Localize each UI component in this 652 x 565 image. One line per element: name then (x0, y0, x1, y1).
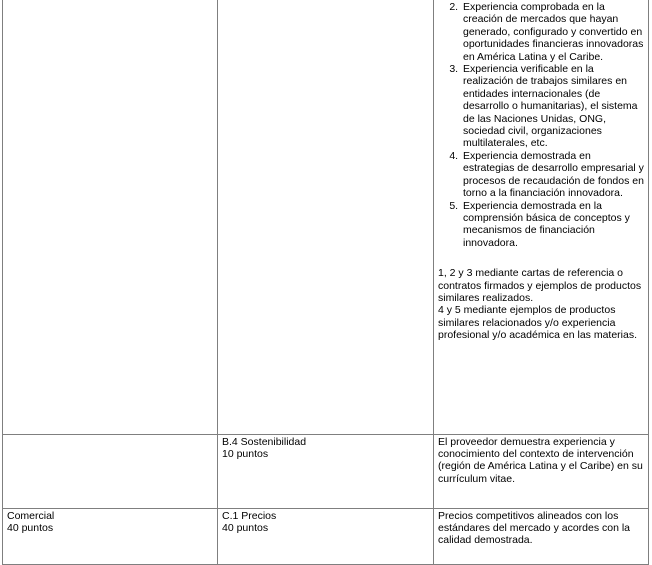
description-cell (434, 0, 649, 434)
criteria-item: 2. Experiencia comprobada en la creación de mercados que hayan generado, configurado y convertido en oportunidades financieras innovadoras en América Latina y el Caribe. (461, 1, 644, 63)
subcriterion-cell (218, 508, 434, 564)
description-cell: El proveedor demuestra experiencia y conocimiento del contexto de intervención (región de América Latina y el Caribe) en su currículum vitae. (434, 434, 649, 508)
criteria-item: 5. Experiencia demostrada en la comprensión básica de conceptos y mecanismos de financiación innovadora. (461, 200, 644, 250)
category-cell (3, 434, 218, 508)
evidence-note: 4 y 5 mediante ejemplos de productos similares relacionados y/o experiencia profesional y/o académica en las materias. (438, 304, 638, 342)
evidence-note: 1, 2 y 3 mediante cartas de referencia o contratos firmados y ejemplos de productos similares realizados. (438, 267, 642, 304)
subcriterion-code: C.1 Precios (222, 509, 277, 522)
category-points: 40 puntos (7, 521, 54, 534)
category-cell (3, 0, 218, 434)
category-cell (3, 508, 218, 564)
subcriterion-cell (218, 434, 434, 508)
subcriterion-code: B.4 Sostenibilidad (222, 435, 307, 448)
criteria-list (438, 1, 644, 249)
subcriterion-points: 40 puntos (222, 521, 269, 534)
table-row (3, 0, 649, 434)
criteria-item: 4. Experiencia demostrada en estrategias de desarrollo empresarial y procesos de recaudación de fondos en torno a la financiación innovadora. (461, 150, 644, 200)
table-row (3, 434, 649, 508)
subcriterion-cell (218, 0, 434, 434)
table-row (3, 508, 649, 564)
category-name: Comercial (7, 509, 55, 522)
subcriterion-points: 10 puntos (222, 447, 269, 460)
description-cell: Precios competitivos alineados con los estándares del mercado y acordes con la calidad demostrada. (434, 508, 649, 564)
criteria-item: 3. Experiencia verificable en la realización de trabajos similares en entidades internacionales (de desarrollo o humanitarias), el sistema de las Naciones Unidas, ONG, sociedad civil, organizaciones multilaterales, etc. (461, 63, 644, 150)
evaluation-criteria-table (2, 0, 649, 565)
